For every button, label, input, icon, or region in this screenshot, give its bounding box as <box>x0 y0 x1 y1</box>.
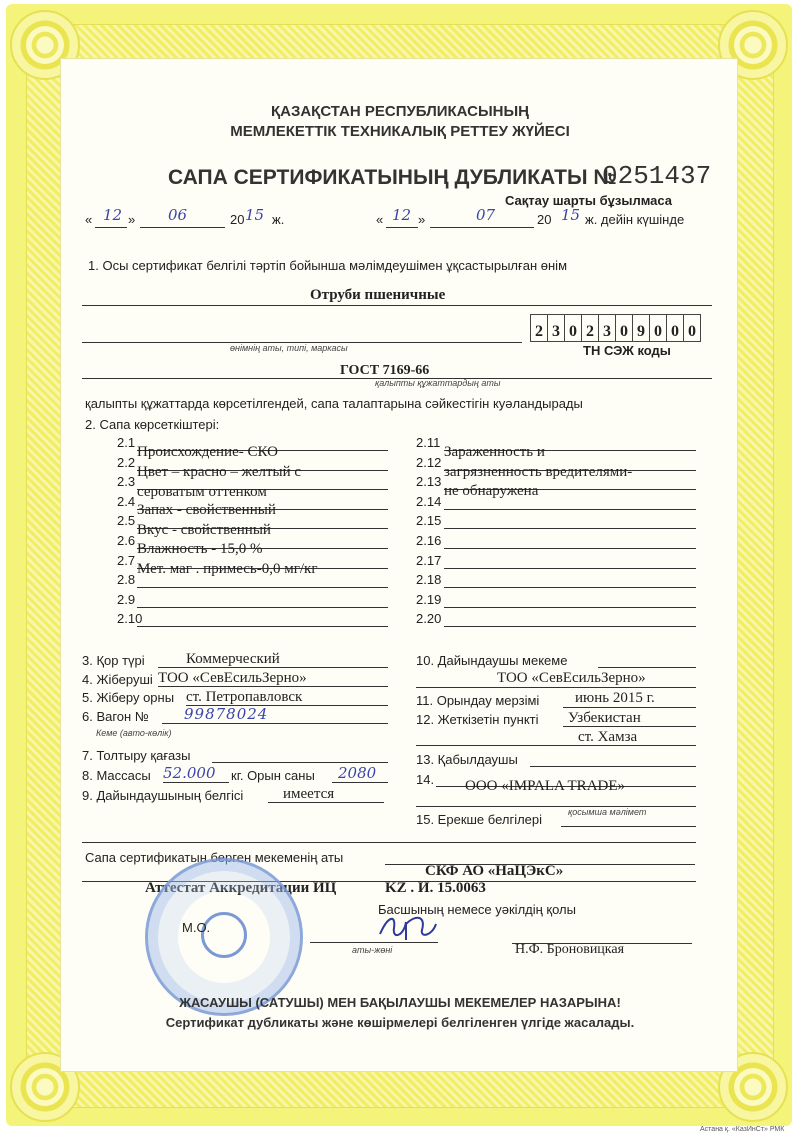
field-12-value-1: Узбекистан <box>568 710 641 726</box>
indicator-right-number: 2.20 <box>416 611 442 626</box>
indicator-right-number: 2.19 <box>416 592 442 607</box>
field-8-unit: кг. Орын саны <box>231 768 315 783</box>
field-8-mass-value: 52.000 <box>163 764 216 782</box>
indicator-left-number: 2.8 <box>117 572 136 587</box>
date-from-year: 15 <box>245 206 265 224</box>
indicator-text-7: Мет. маг . примесь-0,0 мг/кг <box>137 561 318 577</box>
footer-notice-1: ЖАСАУШЫ (САТУШЫ) МЕН БАҚЫЛАУШЫ МЕКЕМЕЛЕР НАЗАРЫНА! <box>179 995 621 1010</box>
validity-label: Сақтау шарты бұзылмаса <box>505 193 673 208</box>
field-8-label: 8. Массасы <box>82 768 151 783</box>
date-to-century: 20 <box>537 212 552 227</box>
indicator-right-line <box>444 509 696 510</box>
field-13-label: 13. Қабылдаушы <box>416 752 518 767</box>
field-6-value: 99878024 <box>184 705 269 723</box>
tn-code-label: ТН СЭЖ коды <box>583 343 671 358</box>
certificate-title: САПА СЕРТИФИКАТЫНЫҢ ДУБЛИКАТЫ № <box>168 166 617 189</box>
section-2-label: 2. Сапа көрсеткіштері: <box>85 417 220 432</box>
indicator-right-line <box>444 568 696 569</box>
indicator-right-number: 2.16 <box>416 533 442 548</box>
signer-name: Н.Ф. Броновицкая <box>515 942 625 957</box>
indicator-left-number: 2.1 <box>117 435 136 450</box>
round-stamp-center <box>201 912 247 958</box>
section-1-label: 1. Осы сертификат белгілі тәртіп бойынша мәлімдеушімен ұқсастырылған өнім <box>88 258 568 273</box>
indicator-right-number: 2.11 <box>416 435 441 450</box>
accreditation-number: KZ . И. 15.0063 <box>385 880 486 896</box>
indicator-left-number: 2.2 <box>117 455 136 470</box>
header-line-1: ҚАЗАҚСТАН РЕСПУБЛИКАСЫНЫҢ <box>270 103 530 120</box>
head-signature-label: Басшының немесе уәкілдің қолы <box>378 902 576 917</box>
date-to-month: 07 <box>476 206 496 224</box>
indicator-left-number: 2.10 <box>117 611 143 626</box>
indicator-left-number: 2.5 <box>117 513 136 528</box>
indicator-text-12: загрязненность вредителями- <box>444 464 633 480</box>
date-from-century: 20 <box>230 212 245 227</box>
date-to-day: 12 <box>392 206 412 224</box>
field-3-value: Коммерческий <box>186 651 280 667</box>
indicator-left-number: 2.6 <box>117 533 136 548</box>
issuer-org: СКФ АО «НаЦЭкС» <box>425 863 564 879</box>
indicator-left-line <box>137 587 388 588</box>
date-from-quote-open: « <box>85 212 93 227</box>
field-9-value: имеется <box>283 786 335 802</box>
indicator-left-line <box>137 626 388 627</box>
printer-mark: Астана қ. «КазИнСт» РМК <box>700 1126 785 1133</box>
date-to-year: 15 <box>561 206 581 224</box>
header-line-2: МЕМЛЕКЕТТІК ТЕХНИКАЛЫҚ РЕТТЕУ ЖҮЙЕСІ <box>230 123 570 140</box>
indicator-right-line <box>444 548 696 549</box>
indicator-left-number: 2.3 <box>117 474 136 489</box>
field-6-caption: Кеме (авто-көлік) <box>96 728 172 738</box>
field-14-label: 14. <box>416 772 435 787</box>
field-10-value: ТОО «СевЕсильЗерно» <box>497 670 646 686</box>
product-name: Отруби пшеничные <box>310 287 446 303</box>
indicator-left-number: 2.4 <box>117 494 136 509</box>
date-to-quote-close: » <box>418 212 426 227</box>
field-11-label: 11. Орындау мерзімі <box>416 693 540 708</box>
date-to-quote-open: « <box>376 212 384 227</box>
standard-caption: қалыпты құжаттардың аты <box>375 378 501 388</box>
indicator-right-number: 2.18 <box>416 572 442 587</box>
indicator-text-6: Влажность - 15,0 % <box>137 541 263 557</box>
field-8-places-value: 2080 <box>338 764 377 782</box>
indicator-left-number: 2.9 <box>117 592 136 607</box>
indicator-text-2: Цвет – красно – желтый с <box>137 464 302 480</box>
indicator-text-4: Запах - свойственный <box>137 502 276 518</box>
indicator-right-number: 2.12 <box>416 455 442 470</box>
field-11-value: июнь 2015 г. <box>575 690 655 706</box>
indicator-right-line <box>444 607 696 608</box>
field-4-value: ТОО «СевЕсильЗерно» <box>158 670 307 686</box>
date-from-suffix: ж. <box>272 212 285 227</box>
conformity-text: қалыпты құжаттарда көрсетілгендей, сапа талаптарына сәйкестігін куәландырады <box>85 396 583 411</box>
indicator-left-number: 2.7 <box>117 553 136 568</box>
certificate-number: 0251437 <box>602 161 712 191</box>
field-3-label: 3. Қор түрі <box>82 653 145 668</box>
date-from-month: 06 <box>168 206 188 224</box>
signature <box>376 910 440 944</box>
signer-caption: аты-жөні <box>352 945 393 955</box>
tn-code-boxes: 2 3 0 2 3 0 9 0 0 0 <box>530 314 701 340</box>
indicator-text-11: Зараженность и <box>444 444 545 460</box>
issuer-label: Сапа сертификатын берген мекеменің аты <box>85 850 344 865</box>
field-14-caption: қосымша мәлімет <box>568 807 647 817</box>
field-4-label: 4. Жіберуші <box>82 672 153 687</box>
indicator-text-3: сероватым оттенком <box>137 484 267 500</box>
indicator-text-13: не обнаружена <box>444 483 539 499</box>
field-12-value-2: ст. Хамза <box>578 729 638 745</box>
date-from-quote-close: » <box>128 212 136 227</box>
field-6-label: 6. Вагон № <box>82 709 149 724</box>
indicator-right-number: 2.14 <box>416 494 442 509</box>
field-5-value: ст. Петропавловск <box>186 689 303 705</box>
footer-notice-2: Сертификат дубликаты және көшірмелері белгіленген үлгіде жасалады. <box>165 1015 635 1030</box>
field-15-label: 15. Ерекше белгілері <box>416 812 543 827</box>
date-to-suffix: ж. дейін күшінде <box>585 212 685 227</box>
indicator-right-number: 2.17 <box>416 553 442 568</box>
indicator-text-1: Происхождение- СКО <box>137 444 278 460</box>
indicator-right-number: 2.15 <box>416 513 442 528</box>
product-caption: өнімнің аты, типі, маркасы <box>230 343 348 353</box>
indicator-right-line <box>444 587 696 588</box>
field-10-label: 10. Дайындаушы мекеме <box>416 653 568 668</box>
indicator-right-line <box>444 626 696 627</box>
date-from-day: 12 <box>103 206 123 224</box>
field-5-label: 5. Жіберу орны <box>82 690 175 705</box>
standard-name: ГОСТ 7169-66 <box>340 363 430 378</box>
accreditation-label: Аттестат Аккредитации ИЦ <box>145 880 337 896</box>
field-7-label: 7. Толтыру қағазы <box>82 748 191 763</box>
stamp-place-label: М.О. <box>182 920 211 935</box>
indicator-right-line <box>444 528 696 529</box>
field-9-label: 9. Дайындаушының белгісі <box>82 788 244 803</box>
indicator-left-line <box>137 607 388 608</box>
field-12-label: 12. Жеткізетін пункті <box>416 712 539 727</box>
indicator-right-number: 2.13 <box>416 474 442 489</box>
field-14-value: ООО «IMPALA TRADE» <box>465 778 626 794</box>
indicator-text-5: Вкус - свойственный <box>137 522 271 538</box>
